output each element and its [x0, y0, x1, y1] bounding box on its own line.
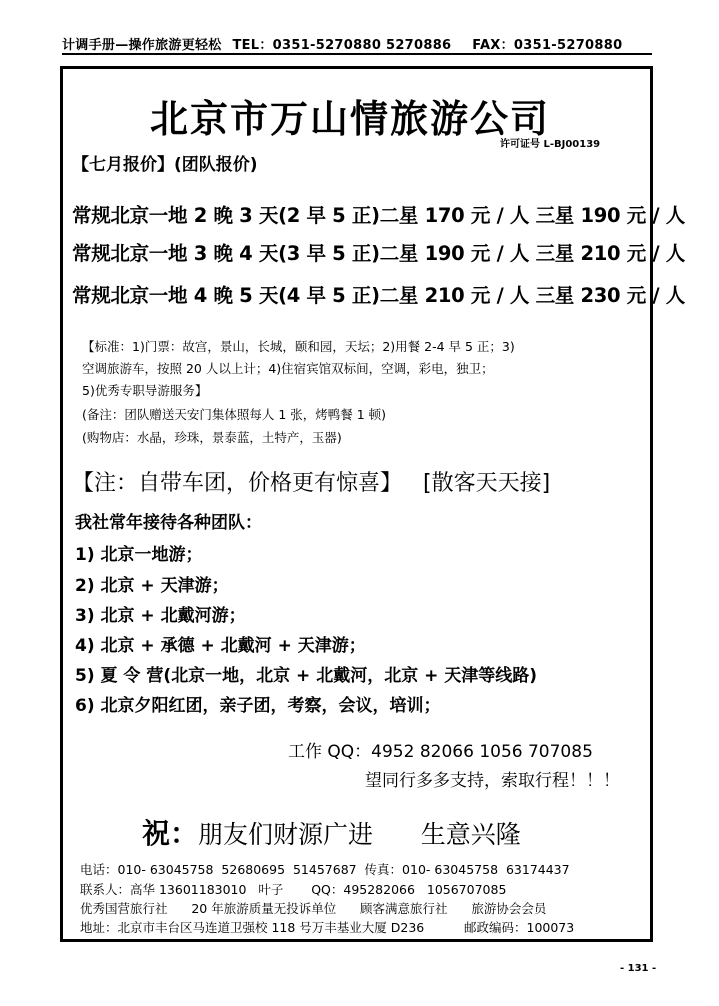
header-bar — [62, 34, 652, 54]
groups-intro: 我社常年接待各种团队： — [75, 513, 262, 533]
header-tagline: 计调手册—操作旅游更轻松 — [62, 38, 222, 53]
header-tel: TEL：0351-5270880 5270886 — [232, 38, 452, 53]
honors-line: 优秀国营旅行社 20 年旅游质量无投诉单位 顾客满意旅行社 旅游协会会员 — [80, 901, 547, 916]
support-request: 望同行多多支持，索取行程！！！ — [365, 771, 620, 791]
offer-label — [72, 150, 258, 175]
blessing — [142, 812, 521, 852]
price-line: 常规北京一地 2 晚 3 天(2 早 5 正)二星 170 元 / 人 三星 190 元 / 人 — [72, 204, 685, 227]
work-qq: 工作 QQ：4952 82066 1056 707085 — [288, 742, 593, 762]
standard-line: 【标准：1)门票：故宫，景山，长城，颐和园，天坛；2)用餐 2-4 早 5 正；3) — [82, 339, 515, 354]
self-drive-text: 【注：自带车团，价格更有惊喜】 — [72, 471, 403, 496]
price-line: 常规北京一地 3 晚 4 天(3 早 5 正)二星 190 元 / 人 三星 210 元 / 人 — [72, 242, 685, 265]
remark-line: (备注：团队赠送天安门集体照每人 1 张，烤鸭餐 1 顿) — [82, 407, 387, 422]
ad-frame — [60, 66, 653, 942]
address-line: 地址：北京市丰台区马连道卫强校 118 号万丰基业大厦 D236 邮政编码：100073 — [80, 920, 575, 935]
phone-line: 电话：010- 63045758 52680695 51457687 传真：010- 63045758 63174437 — [80, 862, 570, 877]
header-fax: FAX：0351-5270880 — [472, 38, 623, 53]
group-item: 6) 北京夕阳红团，亲子团，考察，会议，培训； — [75, 696, 441, 716]
company-name: 北京市万山情旅游公司 — [150, 96, 551, 141]
contact-person-line: 联系人：高华 13601183010 叶子 QQ：495282066 1056707085 — [80, 882, 507, 897]
self-drive-note — [72, 466, 550, 497]
standard-line: 空调旅游车，按照 20 人以上计；4)住宿宾馆双标间，空调，彩电，独卫； — [82, 361, 494, 376]
license-number: 许可证号 L-BJ00139 — [500, 139, 601, 150]
group-item: 2) 北京 + 天津游； — [75, 576, 229, 596]
standard-line: 5)优秀专职导游服务】 — [82, 383, 208, 398]
blessing-text: 朋友们财源广进 生意兴隆 — [198, 820, 521, 849]
price-line: 常规北京一地 4 晚 5 天(4 早 5 正)二星 210 元 / 人 三星 230 元 / 人 — [72, 284, 685, 307]
header-rule — [62, 53, 652, 55]
page-number: - 131 - — [620, 963, 657, 974]
group-item: 5) 夏 令 营(北京一地，北京 + 北戴河，北京 + 天津等线路) — [75, 666, 538, 686]
month-tag: 【七月报价】 — [72, 155, 174, 175]
blessing-lead: 祝： — [142, 817, 199, 850]
shopping-line: (购物店：水晶，珍珠，景泰蓝，土特产，玉器) — [82, 430, 342, 445]
daily-pickup-text: [散客天天接] — [423, 471, 551, 496]
group-tag: (团队报价) — [174, 155, 258, 175]
group-item: 1) 北京一地游； — [75, 545, 203, 565]
group-item: 3) 北京 + 北戴河游； — [75, 606, 246, 626]
group-item: 4) 北京 + 承德 + 北戴河 + 天津游； — [75, 636, 366, 656]
